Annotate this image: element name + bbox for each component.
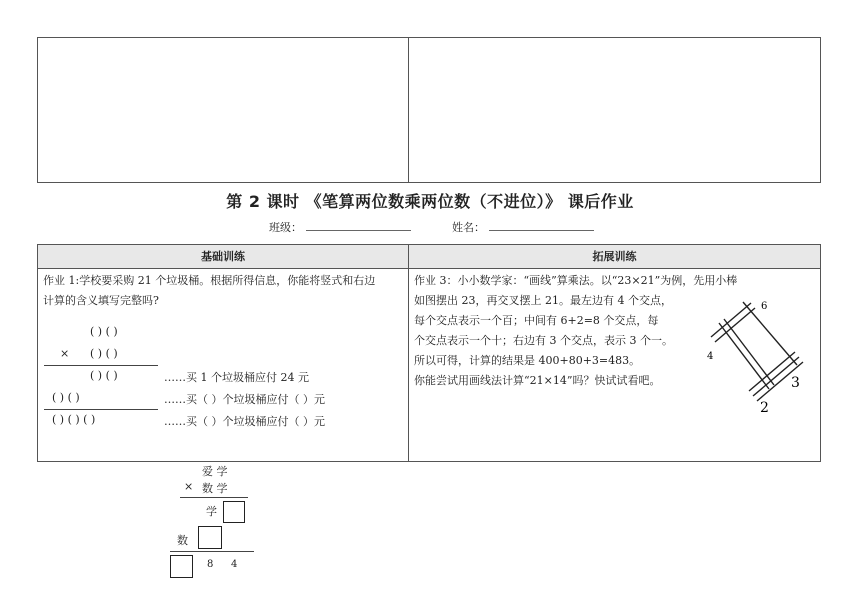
calc-line2 [44, 409, 158, 410]
answer-box-1[interactable] [223, 501, 245, 523]
calc-row1: ( ) ( ) [90, 325, 118, 338]
calc-row3: ( ) ( ) [90, 369, 118, 382]
puzzle-row3-char: 学 [206, 505, 217, 518]
header-basic: 基础训练 [38, 245, 408, 269]
name-label: 姓名： [452, 221, 485, 234]
name-field [452, 219, 594, 235]
q3-line4: 个交点表示一个十；右边有 3 个交点，表示 3 个一。 [414, 334, 673, 347]
puzzle-row4-char: 数 [177, 534, 188, 547]
q3-line1: 作业 3：小小数学家：“画线”算乘法。以“23×21”为例，先用小棒 [414, 274, 738, 287]
q3-line2: 如图摆出 23，再交叉摆上 21。最左边有 4 个交点， [414, 294, 672, 307]
puzzle-digit-8: 8 [207, 559, 214, 570]
q3-line5: 所以可得，计算的结果是 400+80+3=483。 [414, 354, 641, 367]
q3-line6: 你能尝试用画线法计算“21×14”吗？快试试看吧。 [414, 374, 661, 387]
q3-line3: 每个交点表示一个百；中间有 6+2=8 个交点，每 [414, 314, 659, 327]
stick [711, 303, 751, 337]
calc-row4: ( ) ( ) [52, 391, 80, 404]
puzzle-digit-4: 4 [231, 559, 238, 570]
puzzle-op: × [184, 480, 194, 493]
q1-line2: 计算的含义填写完整吗? [43, 294, 159, 307]
calc-note3: ……买（ ）个垃圾桶应付（ ）元 [164, 415, 325, 428]
fig-label-2: 2 [760, 400, 769, 416]
top-table-divider [408, 38, 409, 182]
calc-line1 [44, 365, 158, 366]
fig-label-4: 4 [707, 351, 714, 362]
puzzle-top: 爱 学 [202, 465, 228, 478]
line-multiplication-figure [703, 297, 813, 417]
fig-label-3: 3 [791, 375, 800, 391]
calc-note2: ……买（ ）个垃圾桶应付（ ）元 [164, 393, 325, 406]
calc-op: × [60, 347, 70, 360]
answer-box-3[interactable] [170, 555, 193, 578]
calc-row5: ( ) ( ) ( ) [52, 413, 96, 426]
page-title: 第 2 课时 《笔算两位数乘两位数（不进位）》 课后作业 [226, 192, 634, 211]
stick [719, 323, 769, 389]
answer-box-2[interactable] [198, 526, 222, 549]
fig-label-6: 6 [761, 301, 768, 312]
class-field [269, 219, 411, 235]
q1-line1: 作业 1:学校要采购 21 个垃圾桶。根据所得信息，你能将竖式和右边 [43, 274, 376, 287]
name-blank[interactable] [489, 220, 594, 231]
exercise-table [37, 244, 821, 462]
top-table [37, 37, 821, 183]
class-label: 班级： [269, 221, 302, 234]
calc-row2: ( ) ( ) [90, 347, 118, 360]
header-extension: 拓展训练 [409, 245, 820, 269]
puzzle-line2 [170, 551, 254, 552]
table-divider [408, 245, 409, 461]
class-blank[interactable] [306, 220, 411, 231]
puzzle-line1 [180, 497, 248, 498]
puzzle-mid: 数 学 [202, 482, 228, 495]
calc-note1: ……买 1 个垃圾桶应付 24 元 [164, 371, 309, 384]
